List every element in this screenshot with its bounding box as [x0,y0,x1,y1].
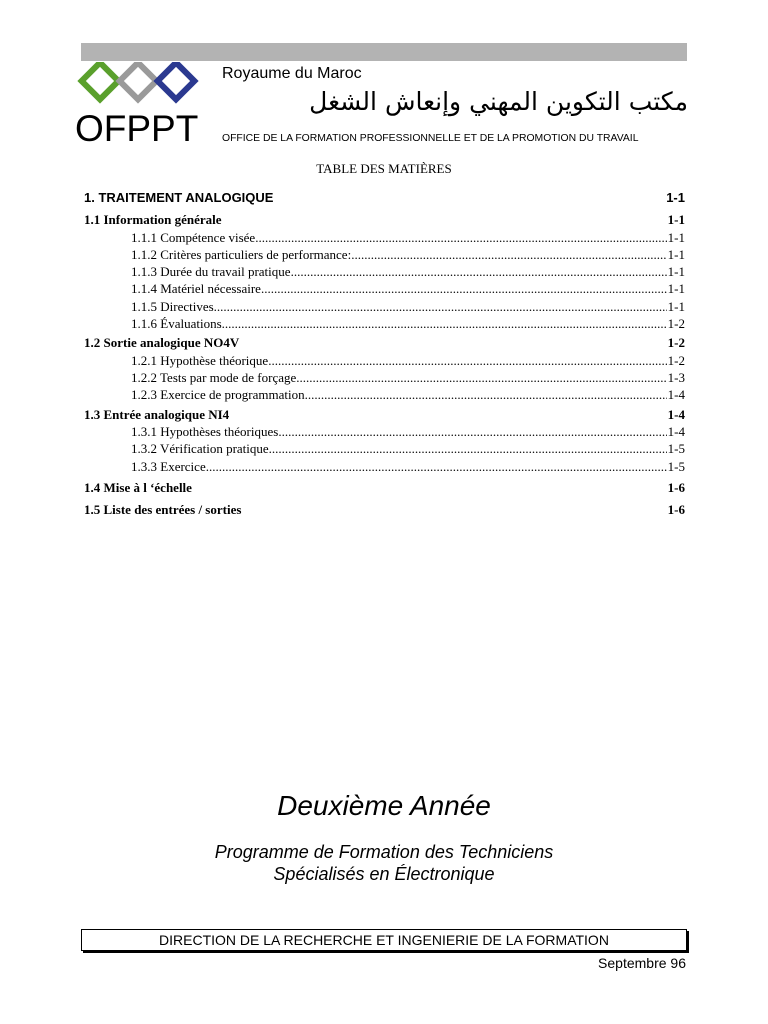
toc-entry[interactable] [84,263,685,280]
toc-entry-page: 1-3 [667,370,685,386]
leader-dots [269,440,667,457]
toc-chapter-label: 1. TRAITEMENT ANALOGIQUE [84,190,274,205]
toc-entry-page: 1-2 [667,315,685,331]
toc-entry-label: 1.1.4 Matériel nécessaire [131,281,261,297]
table-of-contents [84,189,685,518]
leader-dots [214,298,667,315]
toc-entry[interactable] [84,352,685,369]
toc-entry[interactable] [84,280,685,297]
toc-entry-page: 1-1 [667,298,685,314]
leader-dots [261,280,667,297]
toc-entry-page: 1-1 [667,264,685,280]
toc-entry-label: 1.3.1 Hypothèses théoriques [131,424,279,440]
toc-entry-label: 1.1.5 Directives [131,298,214,314]
toc-entry[interactable] [84,229,685,246]
arabic-office-name: مكتب التكوين المهني وإنعاش الشغل [309,87,688,116]
toc-entry-label: 1.1.2 Critères particuliers de performance: [131,246,352,262]
toc-entry-label: 1.2.3 Exercice de programmation [131,387,305,403]
toc-entry-label: 1.1.6 Évaluations [131,315,222,331]
toc-section-label: 1.2 Sortie analogique NO4V [84,335,240,351]
leader-dots [268,352,666,369]
toc-section[interactable] [84,211,685,229]
leader-dots [305,386,667,403]
program-line-2: Spécialisés en Électronique [273,864,495,884]
leader-dots [255,229,666,246]
leader-dots [296,369,666,386]
toc-section-page: 1-2 [667,335,685,351]
toc-entry[interactable] [84,440,685,457]
office-name: OFFICE DE LA FORMATION PROFESSIONNELLE ET DE LA PROMOTION DU TRAVAIL [222,133,639,144]
toc-section-page: 1-6 [667,501,685,517]
toc-entry[interactable] [84,369,685,386]
toc-entry-page: 1-4 [667,424,685,440]
toc-entry[interactable] [84,423,685,440]
toc-section-label: 1.4 Mise à l ‘échelle [84,480,192,496]
toc-entry-page: 1-4 [667,387,685,403]
header-bar [81,43,687,61]
direction-box: DIRECTION DE LA RECHERCHE ET INGENIERIE DE LA FORMATION [81,929,687,951]
toc-entry[interactable] [84,458,685,475]
toc-entry-page: 1-1 [667,229,685,245]
toc-entry-page: 1-5 [667,441,685,457]
toc-section[interactable] [84,479,685,497]
toc-entry-page: 1-1 [667,281,685,297]
country-name: Royaume du Maroc [222,65,362,82]
toc-entry-label: 1.3.2 Vérification pratique [131,441,269,457]
leader-dots [222,315,667,332]
toc-section-page: 1-1 [667,212,685,227]
toc-entry[interactable] [84,315,685,332]
program-title [0,841,768,885]
toc-entry-label: 1.2.1 Hypothèse théorique [131,352,269,368]
toc-entry-page: 1-1 [667,246,685,262]
toc-section-label: 1.5 Liste des entrées / sorties [84,501,242,517]
toc-section[interactable] [84,406,685,424]
logo-text: OFPPT [75,108,199,149]
toc-chapter[interactable] [84,189,685,211]
toc-entry[interactable] [84,386,685,403]
toc-section[interactable] [84,334,685,352]
leader-dots [351,246,666,263]
toc-entry-page: 1-5 [667,458,685,474]
toc-entry-page: 1-2 [667,352,685,368]
year-title: Deuxième Année [277,790,491,821]
toc-section-page: 1-4 [667,406,685,422]
toc-entry[interactable] [84,246,685,263]
document-date: Septembre 96 [598,955,686,971]
toc-entry-label: 1.1.1 Compétence visée [131,229,256,245]
toc-entry-label: 1.2.2 Tests par mode de forçage [131,370,297,386]
leader-dots [278,423,666,440]
toc-entry-label: 1.3.3 Exercice [131,458,206,474]
toc-section-label: 1.3 Entrée analogique NI4 [84,406,230,422]
toc-section-page: 1-6 [667,480,685,496]
program-line-1: Programme de Formation des Techniciens [214,842,554,862]
toc-chapter-page: 1-1 [666,190,685,205]
toc-entry-label: 1.1.3 Durée du travail pratique [131,264,291,280]
toc-title: TABLE DES MATIÈRES [316,161,452,176]
leader-dots [291,263,667,280]
toc-section[interactable] [84,501,685,519]
toc-entry[interactable] [84,298,685,315]
ofppt-logo-icon [74,62,208,114]
leader-dots [206,458,667,475]
toc-section-label: 1.1 Information générale [84,212,222,227]
